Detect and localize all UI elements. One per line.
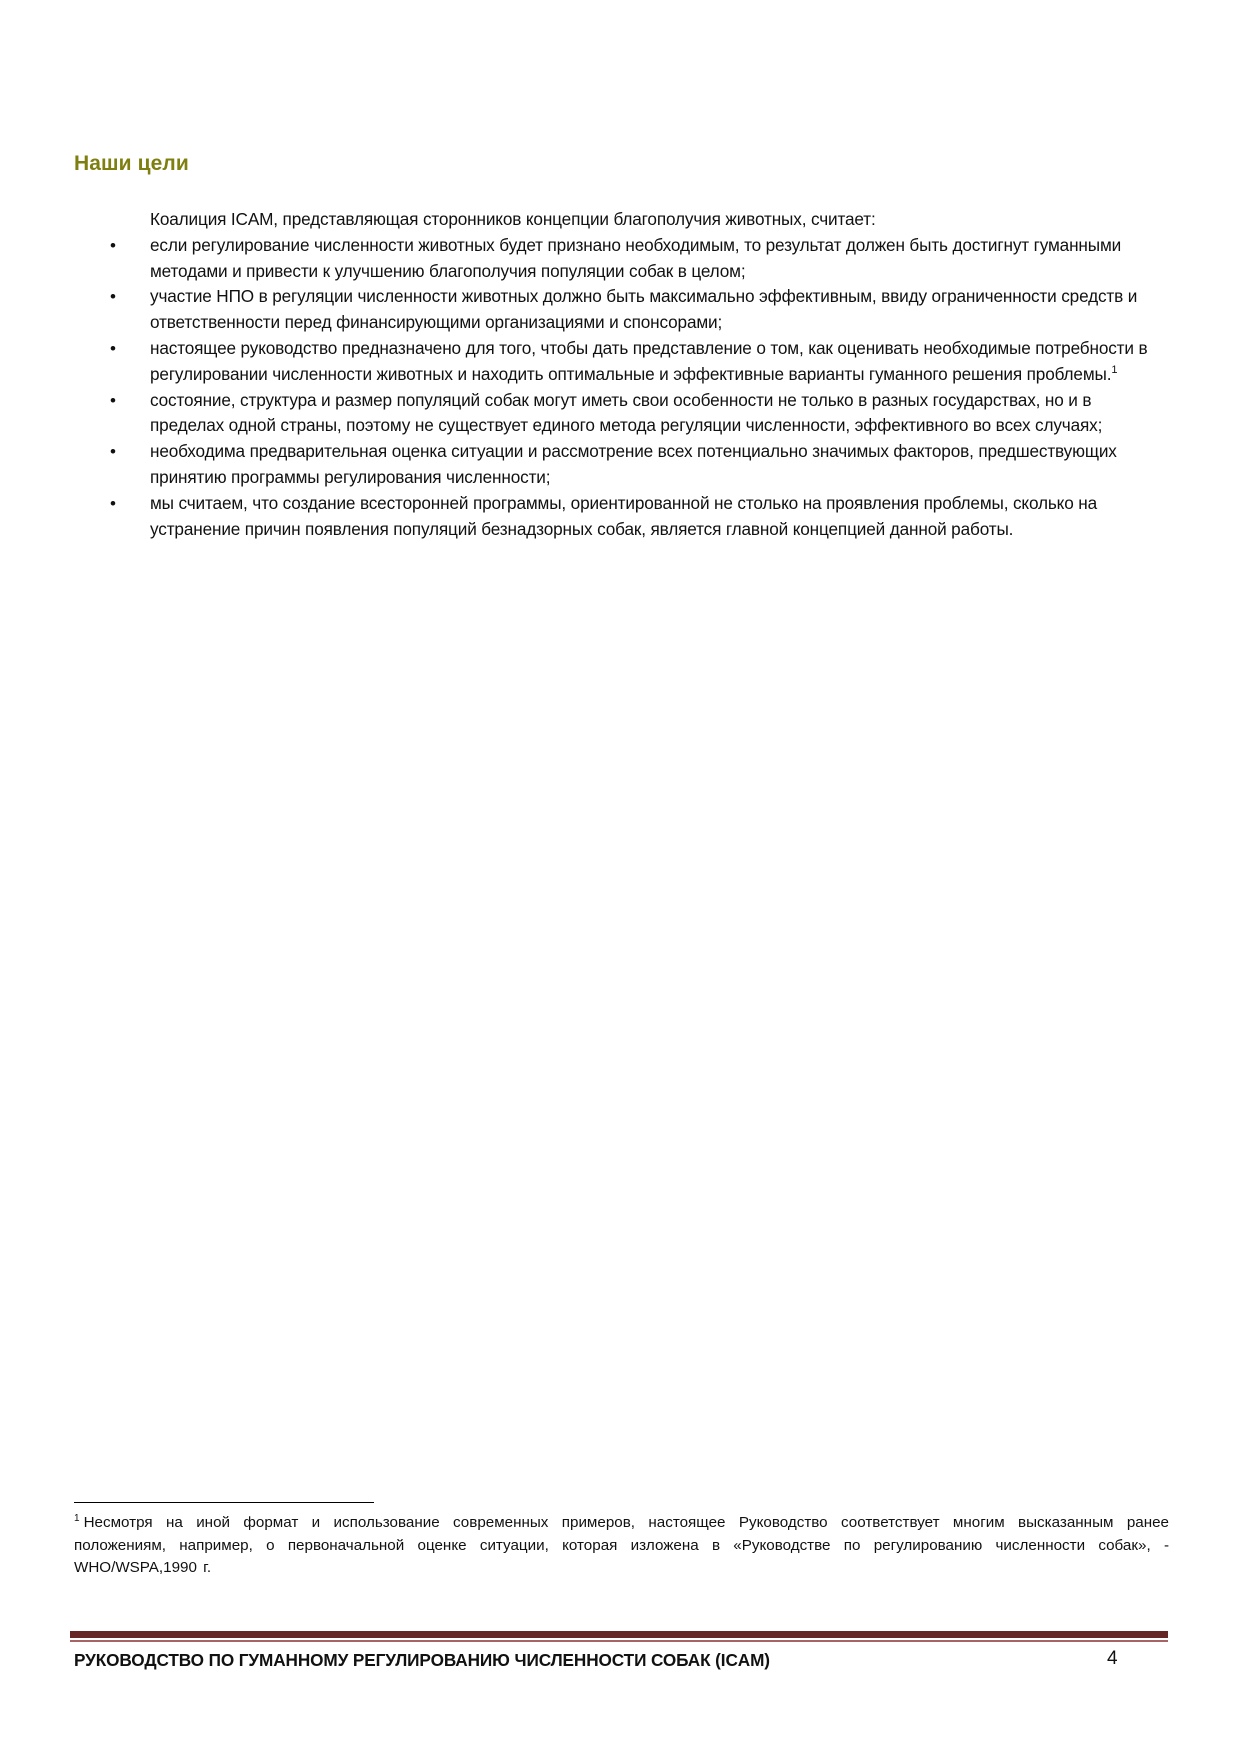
list-item-text: настоящее руководство предназначено для того, чтобы дать представление о том, как оценивать необходимые потребности в регулировании численности животных и находить оптимальные и эффективные варианты гуманного решения проблемы. [150,337,1148,384]
bullet-icon: • [110,442,116,462]
bullet-icon: • [110,338,116,358]
bullet-icon: • [110,287,116,307]
footer-rule-thin [70,1640,1168,1642]
footnote-separator [74,1502,374,1503]
footer-rule-thick [70,1631,1168,1638]
list-item [74,439,1169,491]
list-item [74,233,1169,285]
bullet-icon: • [110,390,116,410]
page-number: 4 [1107,1648,1118,1669]
list-item-text: мы считаем, что создание всесторонней программы, ориентированной не столько на проявления проблемы, сколько на устранение причин появления популяций безнадзорных собак, является главной концепцией данной работы. [150,492,1098,539]
intro-paragraph: Коалиция ICAM, представляющая сторонников концепции благополучия животных, считает: [150,209,876,229]
list-item [74,284,1169,336]
section-title: Наши цели [74,152,189,175]
footer-title: РУКОВОДСТВО ПО ГУМАННОМУ РЕГУЛИРОВАНИЮ ЧИСЛЕННОСТИ СОБАК (ICAM) [74,1650,770,1670]
list-item [74,388,1169,440]
list-item-text: если регулирование численности животных будет признано необходимым, то результат должен быть достигнут гуманными методами и привести к улучшению благополучия популяции собак в целом; [150,234,1122,281]
goals-list [74,233,1169,543]
list-item-text: необходима предварительная оценка ситуации и рассмотрение всех потенциально значимых факторов, предшествующих принятию программы регулирования численности; [150,441,1117,487]
list-item-text: состояние, структура и размер популяций собак могут иметь свои особенности не только в разных государствах, но и в пределах одной страны, поэтому не существует единого метода регуляции численности, эффективного во всех случаях; [150,389,1103,436]
footnote-text: Несмотря на иной формат и использование современных примеров, настоящее Руководство соответствует многим высказанным ранее положениям, например, о первоначальной оценке ситуации, которая изложена в «Руководстве по регулированию численности собак», - WHO/WSPA,1990 г. [74,1514,1169,1576]
footnote-reference-link[interactable]: 1 [1111,363,1118,376]
section-content [74,207,1169,542]
list-item [74,336,1169,388]
footnote-number: 1 [74,1513,80,1524]
footnote [74,1512,1169,1580]
bullet-icon: • [110,235,116,255]
list-item [74,491,1169,543]
bullet-icon: • [110,493,116,513]
list-item-text: участие НПО в регуляции численности животных должно быть максимально эффективным, ввиду ограниченности средств и ответственности перед финансирующими организациями и спонсорами; [150,286,1138,333]
